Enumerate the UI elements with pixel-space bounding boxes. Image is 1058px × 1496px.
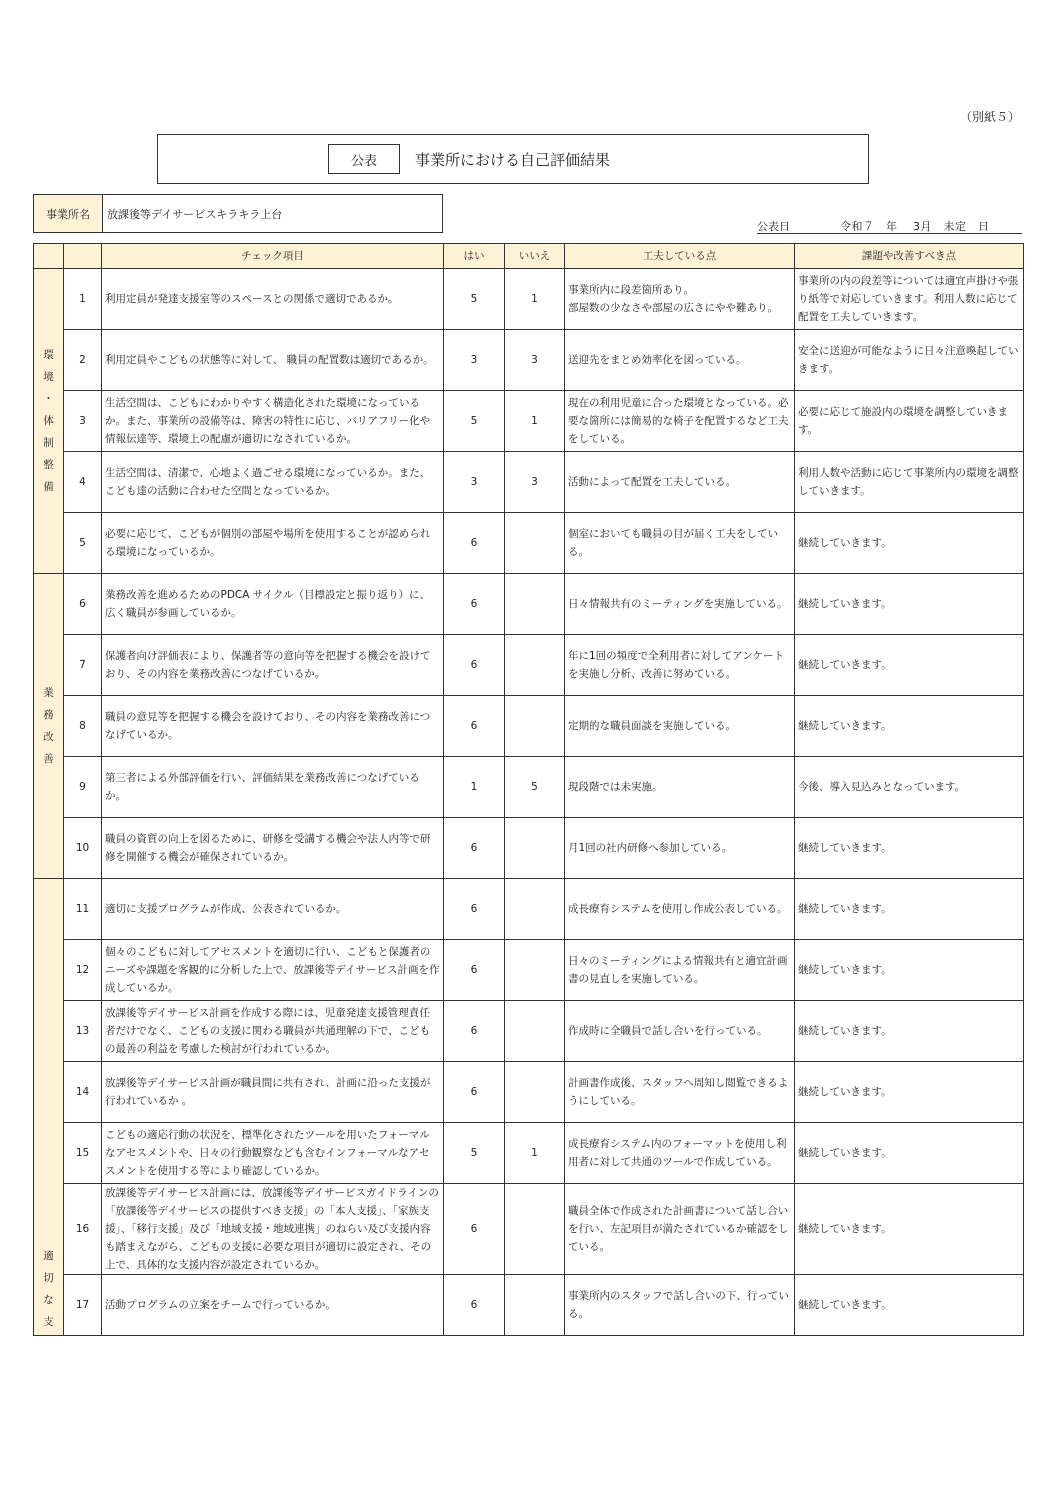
yes-count: 6	[444, 1001, 505, 1062]
effort-text: 成長療育システムを使用し作成公表している。	[565, 879, 795, 940]
no-count	[505, 1275, 565, 1336]
issue-text: 継続していきます。	[795, 818, 1024, 879]
category-char: 切	[43, 1272, 54, 1284]
table-row	[34, 940, 1024, 1001]
effort-text: 月1回の社内研修へ参加している。	[565, 818, 795, 879]
check-item: こどもの適応行動の状況を、標準化されたツールを用いたフォーマルなアセスメントや、日々の行動観察なども含むインフォーマルなアセスメントを使用する等により確認しているか。	[102, 1123, 444, 1184]
check-item: 保護者向け評価表により、保護者等の意向等を把握する機会を設けており、その内容を業務改善につなげているか。	[102, 635, 444, 696]
yes-count: 6	[444, 1275, 505, 1336]
row-number: 5	[64, 513, 102, 574]
issue-text: 継続していきます。	[795, 696, 1024, 757]
issue-text: 継続していきます。	[795, 574, 1024, 635]
row-number: 4	[64, 452, 102, 513]
yes-count: 6	[444, 696, 505, 757]
category-cell	[34, 269, 64, 574]
effort-text: 定期的な職員面談を実施している。	[565, 696, 795, 757]
table-row	[34, 1123, 1024, 1184]
issue-text: 利用人数や活動に応じて事業所内の環境を調整していきます。	[795, 452, 1024, 513]
effort-text: 作成時に全職員で話し合いを行っている。	[565, 1001, 795, 1062]
issue-text: 継続していきます。	[795, 1275, 1024, 1336]
table-row	[34, 818, 1024, 879]
issue-text: 事業所の内の段差等については適宜声掛けや張り紙等で対応していきます。利用人数に応じて配置を工夫していきます。	[795, 269, 1024, 330]
row-number: 3	[64, 391, 102, 452]
effort-text: 年に1回の頻度で全利用者に対してアンケートを実施し分析、改善に努めている。	[565, 635, 795, 696]
no-count: 3	[505, 330, 565, 391]
yes-count: 3	[444, 452, 505, 513]
row-number: 6	[64, 574, 102, 635]
issue-text: 継続していきます。	[795, 879, 1024, 940]
category-char: 体	[43, 415, 54, 427]
row-number: 17	[64, 1275, 102, 1336]
category-char: 制	[43, 437, 54, 449]
issue-text: 継続していきます。	[795, 1001, 1024, 1062]
table-row	[34, 1001, 1024, 1062]
category-char: 環	[43, 349, 54, 361]
header-effort: 工夫している点	[565, 244, 795, 269]
check-item: 必要に応じて、こどもが個別の部屋や場所を使用することが認められる環境になっているか。	[102, 513, 444, 574]
check-item: 第三者による外部評価を行い、評価結果を業務改善につなげているか。	[102, 757, 444, 818]
yes-count: 6	[444, 635, 505, 696]
check-item: 放課後等デイサービス計画には、放課後等デイサービスガイドラインの「放課後等デイサービスの提供すべき支援」の「本人支援」、「家族支援」、「移行支援」及び「地域支援・地域連携」のねらい及び支援内容も踏まえながら、こどもの支援に必要な項目が適切に設定され、その上で、具体的な支援内容が設定されているか。	[102, 1184, 444, 1275]
yes-count: 6	[444, 879, 505, 940]
yes-count: 5	[444, 1123, 505, 1184]
effort-text: 活動によって配置を工夫している。	[565, 452, 795, 513]
row-number: 2	[64, 330, 102, 391]
table-row	[34, 452, 1024, 513]
row-number: 13	[64, 1001, 102, 1062]
row-number: 7	[64, 635, 102, 696]
row-number: 12	[64, 940, 102, 1001]
effort-text: 計画書作成後、スタッフへ周知し閲覧できるようにしている。	[565, 1062, 795, 1123]
yes-count: 1	[444, 757, 505, 818]
row-number: 11	[64, 879, 102, 940]
category-char: 適	[43, 1250, 54, 1262]
no-count: 3	[505, 452, 565, 513]
effort-text: 現段階では未実施。	[565, 757, 795, 818]
page-title: 事業所における自己評価結果	[415, 151, 611, 169]
check-item: 活動プログラムの立案をチームで行っているか。	[102, 1275, 444, 1336]
yes-count: 3	[444, 330, 505, 391]
header-number	[64, 244, 102, 269]
effort-text: 現在の利用児童に合った環境となっている。必要な箇所には簡易的な椅子を配置するなど工夫をしている。	[565, 391, 795, 452]
effort-text: 個室においても職員の目が届く工夫をしている。	[565, 513, 795, 574]
issue-text: 継続していきます。	[795, 513, 1024, 574]
check-item: 業務改善を進めるためのPDCA サイクル（目標設定と振り返り）に、広く職員が参画しているか。	[102, 574, 444, 635]
category-char: 境	[43, 371, 54, 383]
header-yes: はい	[444, 244, 505, 269]
check-item: 適切に支援プログラムが作成、公表されているか。	[102, 879, 444, 940]
table-row	[34, 1062, 1024, 1123]
no-count	[505, 940, 565, 1001]
header-issue: 課題や改善すべき点	[795, 244, 1024, 269]
no-count	[505, 635, 565, 696]
category-char: 整	[43, 459, 54, 471]
issue-text: 必要に応じて施設内の環境を調整していきます。	[795, 391, 1024, 452]
publish-date	[757, 217, 1022, 234]
check-item: 個々のこどもに対してアセスメントを適切に行い、こどもと保護者のニーズや課題を客観的に分析した上で、放課後等デイサービス計画を作成しているか。	[102, 940, 444, 1001]
no-count	[505, 818, 565, 879]
annex-label: （別紙５）	[960, 110, 1021, 124]
row-number: 9	[64, 757, 102, 818]
category-char: 務	[43, 709, 54, 721]
effort-text: 送迎先をまとめ効率化を図っている。	[565, 330, 795, 391]
table-row	[34, 391, 1024, 452]
publish-date-value: 令和７ 年 3月 未定 日	[840, 220, 990, 233]
table-header-row	[34, 244, 1024, 269]
category-cell	[34, 879, 64, 1336]
effort-text: 日々情報共有のミーティングを実施している。	[565, 574, 795, 635]
office-name: 放課後等デイサービスキラキラ上台	[107, 207, 283, 221]
category-char: 備	[43, 481, 54, 493]
no-count	[505, 1184, 565, 1275]
office-label: 事業所名	[34, 195, 103, 232]
no-count	[505, 696, 565, 757]
check-item: 放課後等デイサービス計画が職員間に共有され、計画に沿った支援が行われているか 。	[102, 1062, 444, 1123]
yes-count: 5	[444, 391, 505, 452]
check-item: 生活空間は、清潔で、心地よく過ごせる環境になっているか。また、こども達の活動に合わせた空間となっているか。	[102, 452, 444, 513]
check-item: 利用定員が発達支援室等のスペースとの関係で適切であるか。	[102, 269, 444, 330]
effort-text: 成長療育システム内のフォーマットを使用し利用者に対して共通のツールで作成している。	[565, 1123, 795, 1184]
category-char: 業	[43, 687, 54, 699]
check-item: 職員の資質の向上を図るために、研修を受講する機会や法人内等で研修を開催する機会が確保されているか。	[102, 818, 444, 879]
row-number: 14	[64, 1062, 102, 1123]
yes-count: 6	[444, 1184, 505, 1275]
category-char: ・	[43, 393, 54, 405]
issue-text: 安全に送迎が可能なように日々注意喚起していきます。	[795, 330, 1024, 391]
row-number: 1	[64, 269, 102, 330]
table-row	[34, 635, 1024, 696]
yes-count: 5	[444, 269, 505, 330]
no-count	[505, 513, 565, 574]
table-row	[34, 513, 1024, 574]
yes-count: 6	[444, 574, 505, 635]
no-count	[505, 1062, 565, 1123]
table-row	[34, 269, 1024, 330]
table-row	[34, 1275, 1024, 1336]
row-number: 15	[64, 1123, 102, 1184]
check-item: 放課後等デイサービス計画を作成する際には、児童発達支援管理責任者だけでなく、こどもの支援に関わる職員が共通理解の下で、こどもの最善の利益を考慮した検討が行われているか。	[102, 1001, 444, 1062]
no-count: 1	[505, 1123, 565, 1184]
category-char: 善	[43, 753, 54, 765]
table-row	[34, 696, 1024, 757]
no-count	[505, 879, 565, 940]
header-no: いいえ	[505, 244, 565, 269]
yes-count: 6	[444, 1062, 505, 1123]
effort-text: 事業所内のスタッフで話し合いの下、行っている。	[565, 1275, 795, 1336]
public-label: 公表	[328, 144, 400, 174]
issue-text: 継続していきます。	[795, 940, 1024, 1001]
yes-count: 6	[444, 513, 505, 574]
issue-text: 継続していきます。	[795, 635, 1024, 696]
issue-text: 継続していきます。	[795, 1062, 1024, 1123]
issue-text: 継続していきます。	[795, 1184, 1024, 1275]
category-char: 改	[43, 731, 54, 743]
category-char: な	[43, 1294, 54, 1306]
table-row	[34, 574, 1024, 635]
yes-count: 6	[444, 818, 505, 879]
effort-text: 職員全体で作成された計画書について話し合いを行い、左記項目が満たされているか確認をしている。	[565, 1184, 795, 1275]
row-number: 16	[64, 1184, 102, 1275]
header-category	[34, 244, 64, 269]
header-check-item: チェック項目	[102, 244, 444, 269]
no-count: 1	[505, 391, 565, 452]
evaluation-table	[33, 243, 1024, 1336]
table-row	[34, 879, 1024, 940]
no-count	[505, 574, 565, 635]
no-count: 5	[505, 757, 565, 818]
no-count	[505, 1001, 565, 1062]
effort-text: 事業所内に段差箇所あり。 部屋数の少なさや部屋の広さにやや難あり。	[565, 269, 795, 330]
no-count: 1	[505, 269, 565, 330]
check-item: 職員の意見等を把握する機会を設けており、その内容を業務改善につなげているか。	[102, 696, 444, 757]
check-item: 利用定員やこどもの状態等に対して、 職員の配置数は適切であるか。	[102, 330, 444, 391]
office-box	[33, 194, 443, 233]
title-box	[157, 134, 869, 184]
effort-text: 日々のミーティングによる情報共有と適宜計画書の見直しを実施している。	[565, 940, 795, 1001]
category-char: 支	[43, 1316, 54, 1328]
table-row	[34, 757, 1024, 818]
publish-date-label: 公表日	[757, 220, 790, 233]
table-row	[34, 1184, 1024, 1275]
issue-text: 今後、導入見込みとなっています。	[795, 757, 1024, 818]
category-cell	[34, 574, 64, 879]
row-number: 10	[64, 818, 102, 879]
table-row	[34, 330, 1024, 391]
yes-count: 6	[444, 940, 505, 1001]
row-number: 8	[64, 696, 102, 757]
issue-text: 継続していきます。	[795, 1123, 1024, 1184]
check-item: 生活空間は、こどもにわかりやすく構造化された環境になっているか。また、事業所の設備等は、障害の特性に応じ、バリアフリー化や情報伝達等、環境上の配慮が適切になされているか。	[102, 391, 444, 452]
